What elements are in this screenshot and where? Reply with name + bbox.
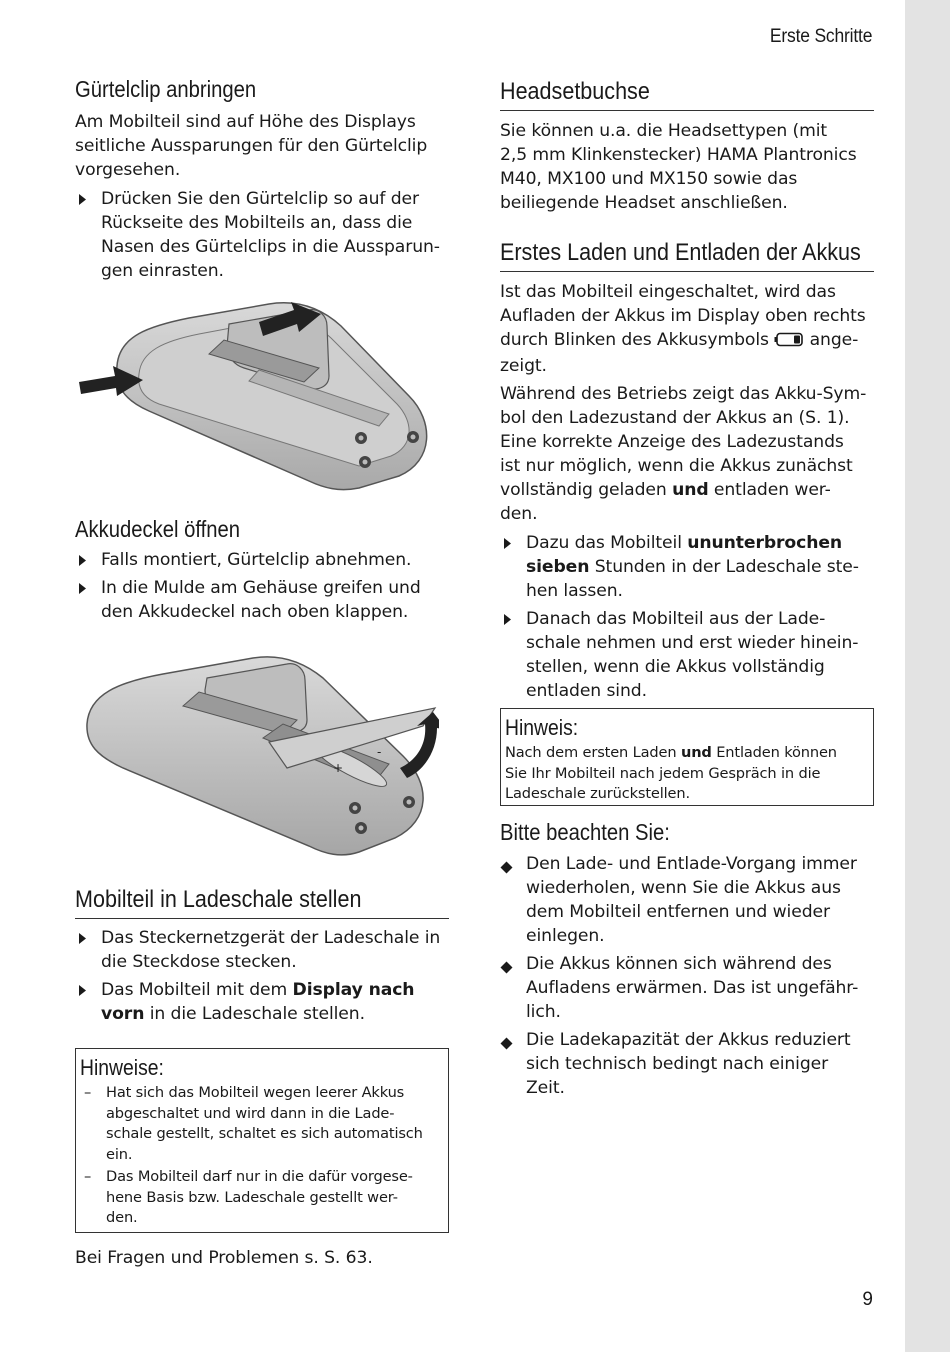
dash-icon: – [84, 1084, 92, 1101]
belt-clip-illustration [79, 296, 441, 496]
battery-cover-heading: Akkudeckel öffnen [75, 516, 241, 542]
note-title: Hinweis: [505, 715, 579, 740]
charging-paragraph-2: Während des Betriebs zeigt das Akku-Sym- bol den Ladezustand der Akkus an (S. 1). Eine korrekte Anzeige des Ladezustands ist nur möglich, wenn die Akkus zunächst vollständig geladen und entladen wer- den. [500, 384, 867, 524]
charger-section [75, 886, 449, 919]
battery-cover-step-1: Falls montiert, Gürtelclip abnehmen. [75, 548, 475, 572]
charging-paragraph-1: Ist das Mobilteil eingeschaltet, wird das Aufladen der Akkus im Display oben rechts durch Blinken des Akkusymbols ange- zeigt. [500, 282, 866, 376]
triangle-right-icon [78, 978, 87, 997]
notes-box [75, 1048, 449, 1233]
battery-cover-illustration [83, 648, 439, 862]
note-box: Hinweis: Nach dem ersten Laden und Entladen können Sie Ihr Mobilteil nach jedem Gespräch in die Ladeschale zurückstellen. [500, 708, 874, 806]
attention-item-3: Die Ladekapazität der Akkus reduziert sich technisch bedingt nach einiger Zeit. [500, 1028, 900, 1100]
triangle-right-icon [503, 607, 512, 626]
belt-clip-section [75, 76, 449, 103]
headset-section [500, 78, 874, 111]
headset-heading: Headsetbuchse [500, 78, 650, 105]
triangle-right-icon [503, 531, 512, 550]
triangle-right-icon [78, 187, 87, 206]
triangle-right-icon [78, 926, 87, 945]
notes-title: Hinweise: [80, 1055, 164, 1080]
belt-clip-intro: Am Mobilteil sind auf Höhe des Displays seitliche Aussparungen für den Gürtelclip vorgesehen. [75, 112, 428, 180]
charging-step-1: Dazu das Mobilteil ununterbrochen sieben Stunden in der Ladeschale ste- hen lassen. [500, 531, 900, 603]
note-item-1: – Hat sich das Mobilteil wegen leerer Akkus abgeschaltet und wird dann in die Lade- schale gestellt, schaltet es sich automatisch ein. [84, 1084, 423, 1163]
triangle-right-icon [78, 548, 87, 567]
diamond-icon [500, 957, 513, 981]
attention-heading: Bitte beachten Sie: [500, 819, 670, 845]
running-head: Erste Schritte [769, 26, 872, 47]
battery-cover-section [75, 516, 263, 543]
attention-section [500, 819, 693, 846]
note-item-2: – Das Mobilteil darf nur in die dafür vorgese- hene Basis bzw. Ladeschale gestellt wer- den. [84, 1168, 413, 1226]
battery-cover-step-2: In die Mulde am Gehäuse greifen und den Akkudeckel nach oben klappen. [75, 576, 475, 624]
charging-heading: Erstes Laden und Entladen der Akkus [500, 239, 861, 266]
troubleshooting-reference: Bei Fragen und Problemen s. S. 63. [75, 1248, 373, 1268]
charger-step-2: Das Mobilteil mit dem Display nach vorn in die Ladeschale stellen. [75, 978, 475, 1026]
diamond-icon [500, 857, 513, 881]
page-number: 9 [862, 1289, 873, 1310]
svg-text:+: + [333, 761, 344, 775]
diamond-icon [500, 1033, 513, 1057]
heading-rule [75, 918, 449, 919]
charging-step-2: Danach das Mobilteil aus der Lade- schale nehmen und erst wieder hinein- stellen, wenn die Akkus vollständig entladen sind. [500, 607, 900, 703]
charger-step-1: Das Steckernetzgerät der Ladeschale in die Steckdose stecken. [75, 926, 475, 974]
battery-icon [774, 330, 804, 354]
attention-item-2: Die Akkus können sich während des Aufladens erwärmen. Das ist ungefähr- lich. [500, 952, 900, 1024]
charger-heading: Mobilteil in Ladeschale stellen [75, 886, 362, 913]
page-edge-tab [905, 0, 950, 1352]
belt-clip-heading: Gürtelclip anbringen [75, 76, 257, 102]
attention-item-1: Den Lade- und Entlade-Vorgang immer wiederholen, wenn Sie die Akkus aus dem Mobilteil entfernen und wieder einlegen. [500, 852, 900, 948]
svg-text:-: - [377, 745, 382, 759]
heading-rule [500, 271, 874, 272]
heading-rule [500, 110, 874, 111]
dash-icon: – [84, 1168, 92, 1185]
headset-text: Sie können u.a. die Headsettypen (mit 2,5 mm Klinkenstecker) HAMA Plantronics M40, MX100 und MX150 sowie das beiliegende Headset anschließen. [500, 121, 857, 213]
charging-section [500, 239, 874, 272]
triangle-right-icon [78, 576, 87, 595]
belt-clip-step: Drücken Sie den Gürtelclip so auf der Rückseite des Mobilteils an, dass die Nasen des Gürtelclips in die Aussparun- gen einrasten. [75, 187, 475, 283]
